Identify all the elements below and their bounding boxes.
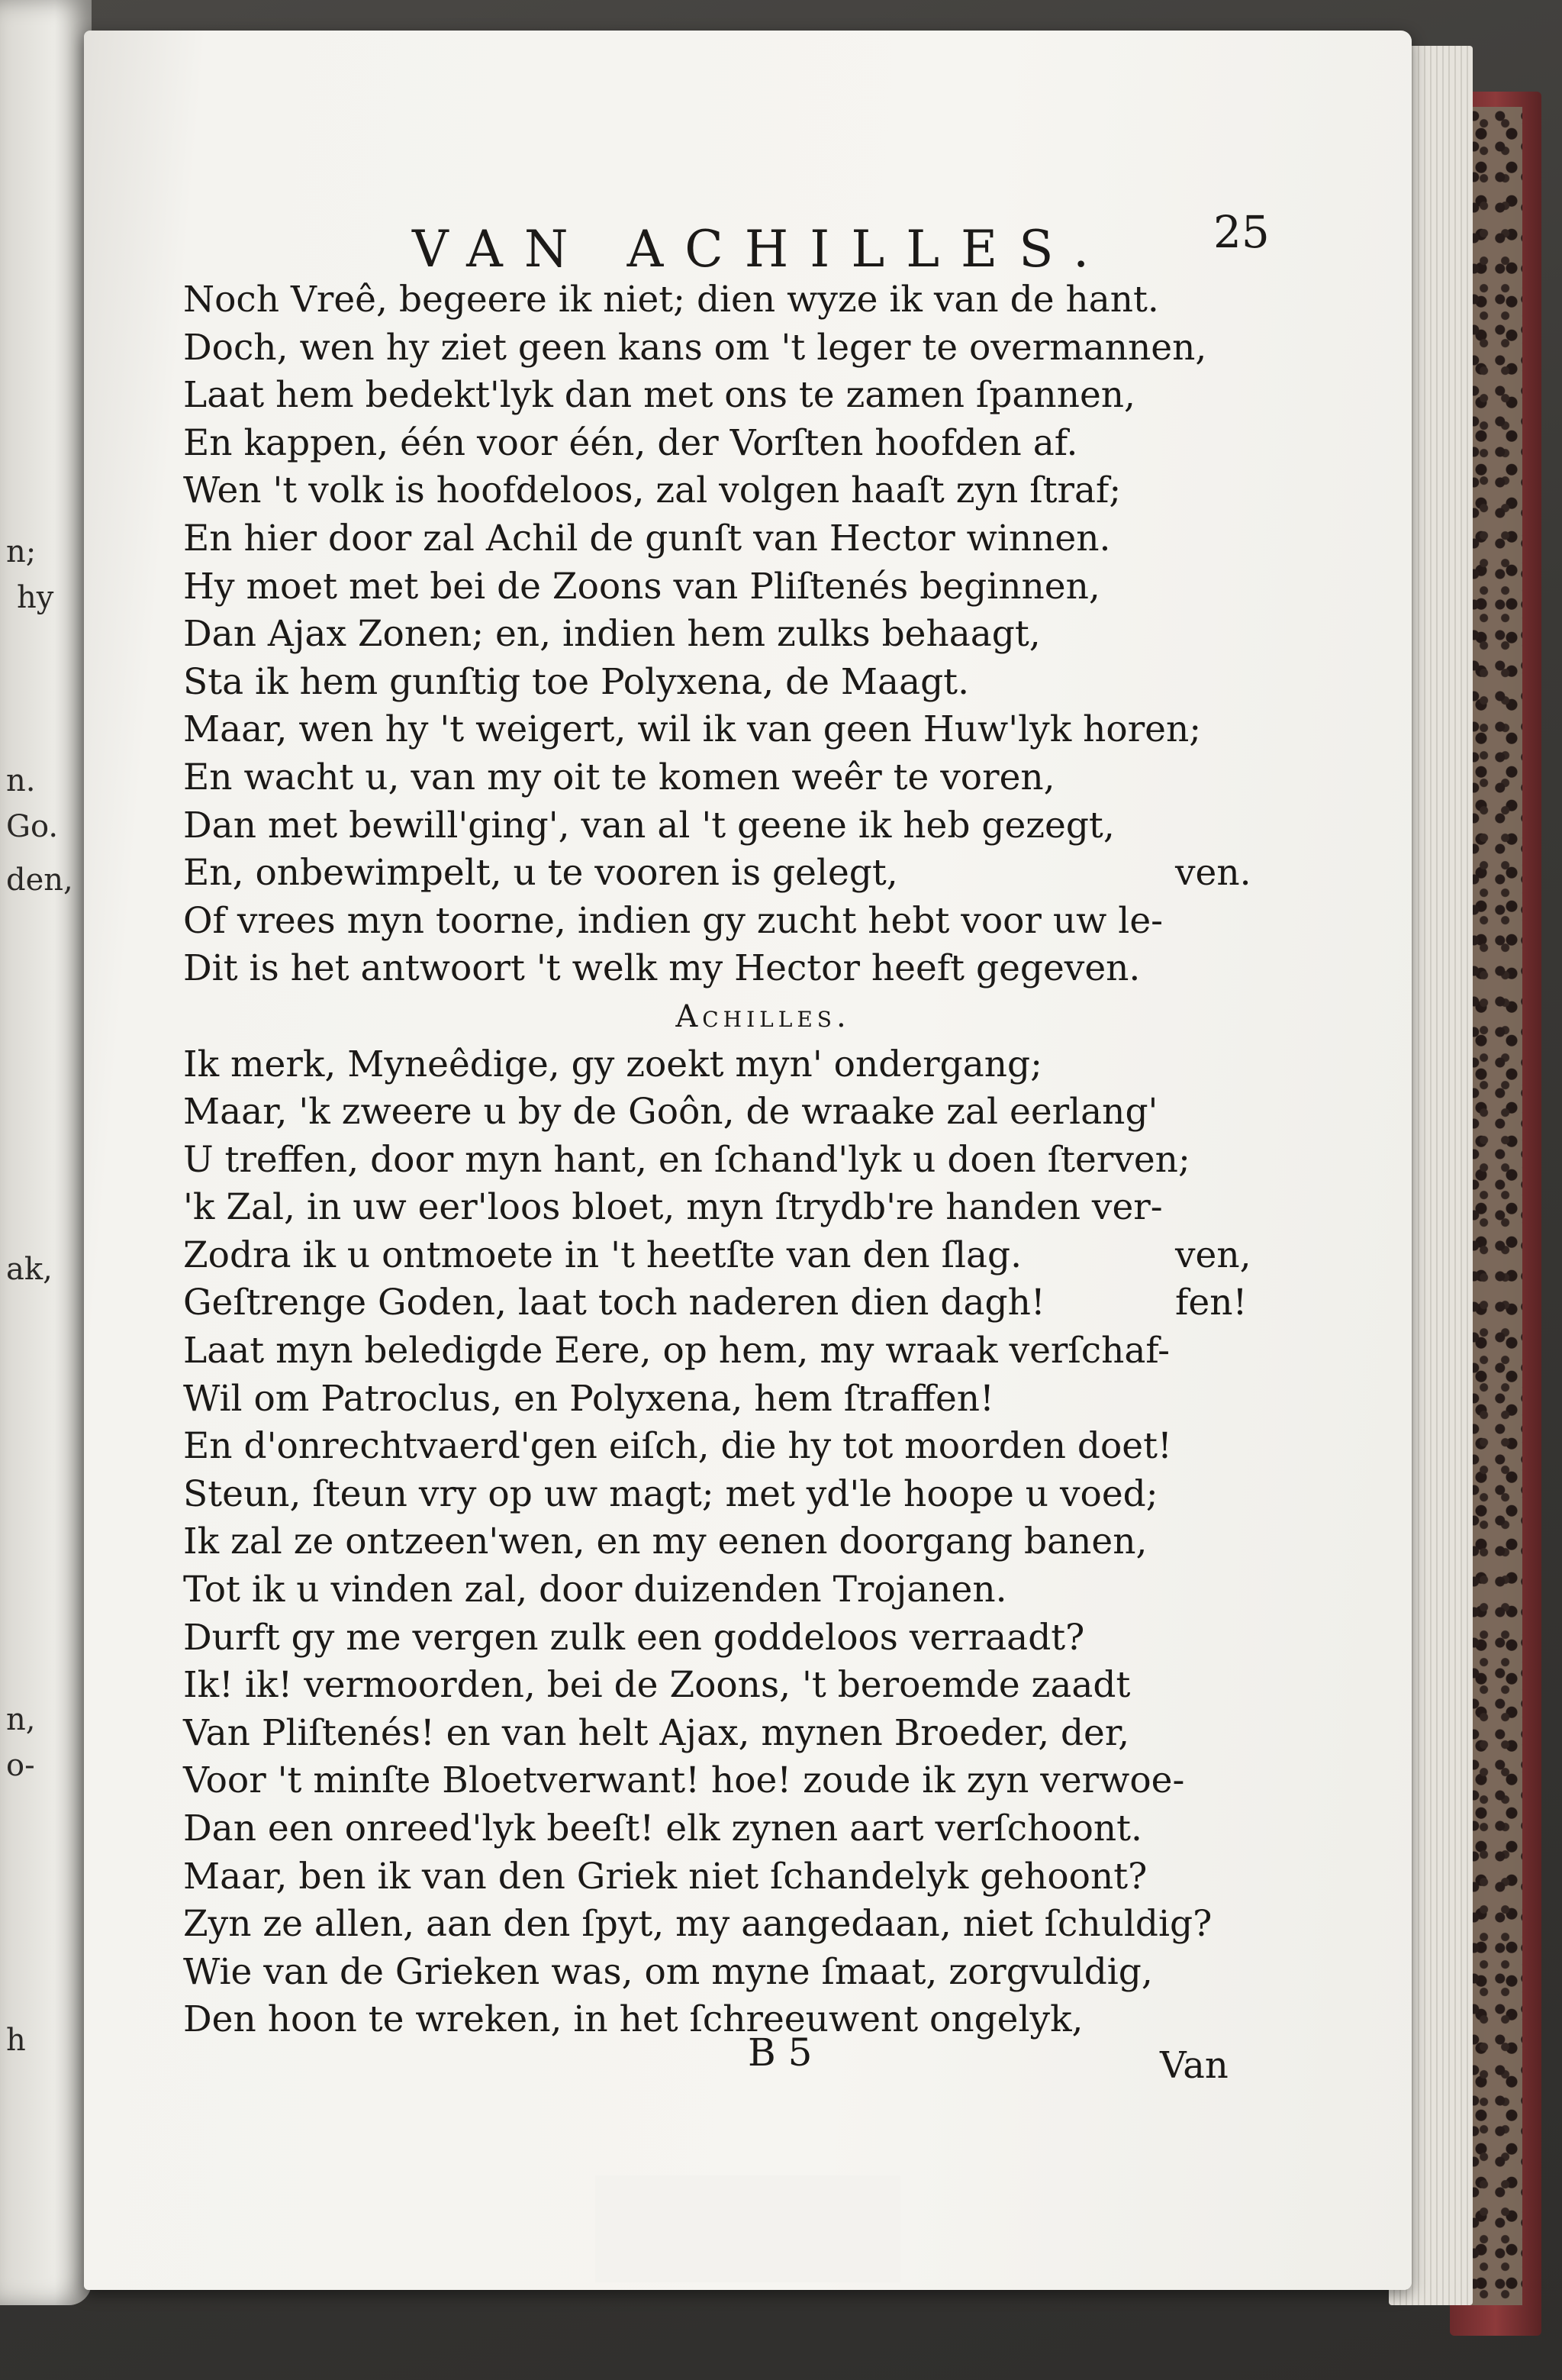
facing-page-fragment: n,	[6, 1702, 36, 1737]
verse-line-text: Voor 't minſte Bloetverwant! hoe! zoude ik zyn verwoe-	[183, 1759, 1185, 1802]
verse-line-text: Ik zal ze ontzeen'wen, en my eenen doorgang banen,	[183, 1521, 1148, 1563]
verse-line	[183, 754, 1343, 802]
verse-line	[183, 1375, 1343, 1424]
paper-label	[595, 2175, 900, 2282]
verse-line	[183, 945, 1343, 993]
verse-line	[183, 563, 1343, 611]
verse-line-text: En d'onrechtvaerd'gen eiſch, die hy tot moorden doet!	[183, 1425, 1172, 1468]
verse-line	[183, 324, 1343, 372]
verse-line	[183, 1423, 1343, 1471]
page-number: 25	[1213, 206, 1270, 258]
verse-line-text: Maar, 'k zweere u by de Goôn, de wraake zal eerlang'	[183, 1091, 1158, 1134]
verse-line	[183, 1232, 1343, 1280]
book-page	[84, 31, 1412, 2290]
facing-page-fragment: o-	[6, 1748, 35, 1783]
verse-line-text: Noch Vreê, begeere ik niet; dien wyze ik van de hant.	[183, 279, 1159, 321]
verse-line	[183, 1901, 1343, 1949]
turnover-fragment: fen!	[1175, 1282, 1248, 1324]
verse-line	[183, 1710, 1343, 1758]
facing-page-fragment: den,	[6, 863, 73, 898]
verse-line	[183, 515, 1343, 563]
verse-line-text: Doch, wen hy ziet geen kans om 't leger te overmannen,	[183, 326, 1207, 369]
verse-text-block	[183, 276, 1343, 2044]
verse-line-text: Steun, ſteun vry op uw magt; met yd'le hoope u voed;	[183, 1472, 1158, 1515]
verse-line	[183, 1088, 1343, 1137]
verse-line-text: Wie van de Grieken was, om myne ſmaat, zorgvuldig,	[183, 1950, 1153, 1993]
verse-line	[183, 276, 1343, 324]
verse-line-text: En, onbewimpelt, u te vooren is gelegt,	[183, 852, 898, 895]
facing-page-fragment: n.	[6, 763, 36, 798]
verse-line-text: Wen 't volk is hoofdeloos, zal volgen haaſt zyn ſtraf;	[183, 469, 1122, 512]
speaker-name: Achilles.	[675, 998, 851, 1034]
verse-line-text: En kappen, één voor één, der Vorſten hoofden af.	[183, 421, 1078, 464]
verse-line-text: Zodra ik u ontmoete in 't heetſte van den ſlag.	[183, 1234, 1023, 1276]
verse-line-text: En wacht u, van my oit te komen weêr te voren,	[183, 756, 1055, 798]
verse-line-text: Tot ik u vinden zal, door duizenden Trojanen.	[183, 1569, 1007, 1611]
facing-page-fragment: ak,	[6, 1252, 53, 1287]
facing-page-fragment: hy	[17, 580, 54, 615]
verse-line-text: Wil om Patroclus, en Polyxena, hem ſtraffen!	[183, 1377, 994, 1420]
facing-page-fragment: h	[6, 2023, 26, 2058]
verse-line	[183, 1041, 1343, 1089]
verse-line	[183, 898, 1343, 946]
verse-line	[183, 1471, 1343, 1519]
turnover-fragment: ven,	[1175, 1234, 1251, 1276]
verse-line-text: Dan met bewill'ging', van al 't geene ik heb gezegt,	[183, 804, 1115, 847]
verse-line-text: Maar, ben ik van den Griek niet ſchandelyk gehoont?	[183, 1855, 1148, 1898]
verse-line-text: En hier door zal Achil de gunſt van Hector winnen.	[183, 517, 1111, 560]
verse-line-text: Den hoon te wreken, in het ſchreeuwent ongelyk,	[183, 1998, 1084, 2041]
verse-line-text: Maar, wen hy 't weigert, wil ik van geen Huw'lyk horen;	[183, 708, 1202, 751]
verse-line	[183, 1518, 1343, 1566]
verse-line-text: Laat myn beledigde Eere, op hem, my wraak verſchaf-	[183, 1330, 1171, 1372]
verse-line	[183, 706, 1343, 754]
running-head: VAN ACHILLES.	[412, 220, 1111, 279]
verse-line	[183, 1757, 1343, 1805]
speckled-page-edge	[1469, 107, 1522, 2305]
verse-line	[183, 1614, 1343, 1662]
verse-line-text: Laat hem bedekt'lyk dan met ons te zamen ſpannen,	[183, 374, 1136, 417]
verse-line-text: Durft gy me vergen zulk een goddeloos verraadt?	[183, 1616, 1085, 1659]
verse-line	[183, 420, 1343, 468]
page-footer	[84, 2030, 1412, 2107]
verse-line-text: Dan Ajax Zonen; en, indien hem zulks behaagt,	[183, 613, 1041, 656]
verse-line-text: Zyn ze allen, aan den ſpyt, my aangedaan, niet ſchuldig?	[183, 1903, 1213, 1946]
verse-line	[183, 850, 1343, 898]
verse-line	[183, 1566, 1343, 1614]
facing-page-fragment: n;	[6, 534, 37, 569]
verse-line	[183, 659, 1343, 707]
turnover-fragment: ven.	[1175, 852, 1251, 895]
verse-line	[183, 1137, 1343, 1185]
verse-line-text: Sta ik hem gunſtig toe Polyxena, de Maagt.	[183, 660, 970, 703]
verse-line-text: Dan een onreed'lyk beeſt! elk zynen aart verſchoont.	[183, 1808, 1142, 1849]
verse-line-text: Dit is het antwoort 't welk my Hector heeft gegeven.	[183, 947, 1141, 990]
verse-line	[183, 611, 1343, 659]
verse-line	[183, 1327, 1343, 1375]
verse-line	[183, 1853, 1343, 1901]
verse-line	[183, 467, 1343, 515]
verse-line	[183, 1184, 1343, 1232]
verse-line-text: Hy moet met bei de Zoons van Pliſtenés beginnen,	[183, 565, 1100, 608]
verse-line-text: U treffen, door myn hant, en ſchand'lyk u doen ſterven;	[183, 1138, 1190, 1181]
verse-line	[183, 802, 1343, 850]
verse-line-text: Of vrees myn toorne, indien gy zucht hebt voor uw le-	[183, 899, 1164, 942]
verse-line-text: 'k Zal, in uw eer'loos bloet, myn ſtrydb're handen ver-	[183, 1186, 1163, 1229]
signature-mark: B 5	[748, 2030, 813, 2075]
verse-line	[183, 372, 1343, 420]
verse-line	[183, 1662, 1343, 1710]
verse-line-text: Geſtrenge Goden, laat toch naderen dien dagh!	[183, 1282, 1045, 1324]
page-header	[328, 183, 1320, 279]
facing-page-fragment: Go.	[6, 809, 59, 844]
verse-line-text: Ik merk, Myneêdige, gy zoekt myn' ondergang;	[183, 1043, 1042, 1085]
verse-line-text: Ik! ik! vermoorden, bei de Zoons, 't beroemde zaadt	[183, 1664, 1131, 1707]
catchword: Van	[1160, 2044, 1229, 2087]
facing-page	[0, 0, 92, 2305]
verse-line	[183, 1805, 1343, 1853]
verse-line	[183, 1949, 1343, 1997]
verse-line-text: Van Pliſtenés! en van helt Ajax, mynen Broeder, der,	[183, 1711, 1130, 1754]
speaker-heading	[183, 993, 1343, 1041]
verse-line	[183, 1279, 1343, 1327]
